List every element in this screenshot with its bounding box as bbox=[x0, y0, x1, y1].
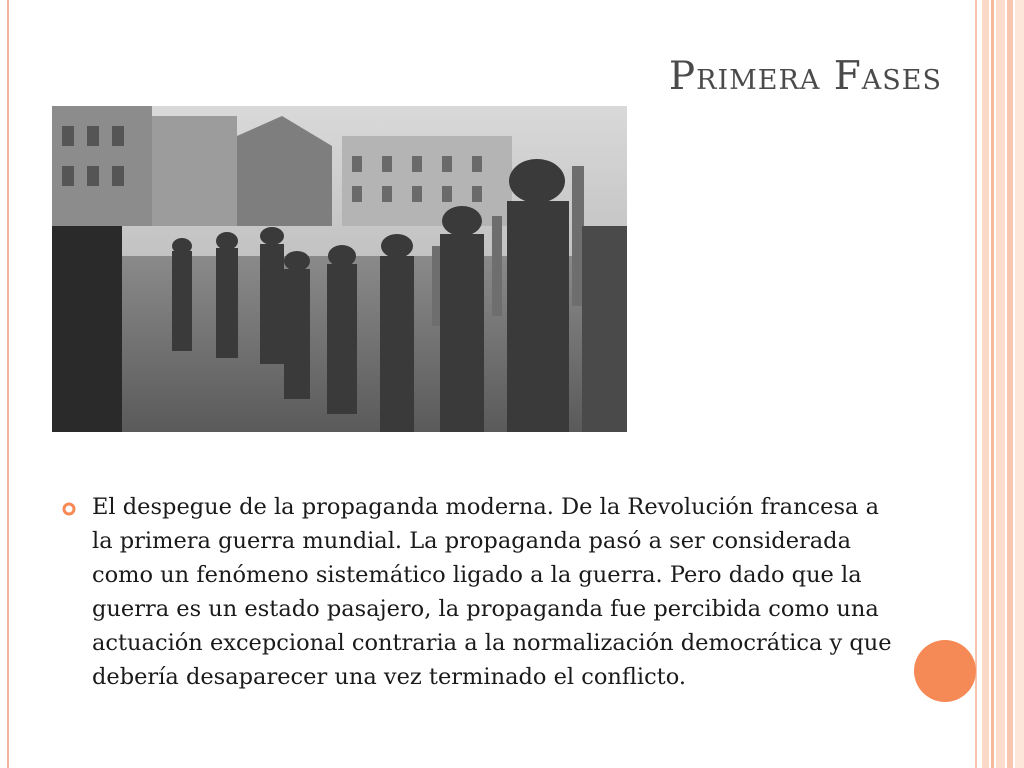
right-stripe bbox=[1015, 0, 1024, 768]
historical-photo bbox=[52, 106, 627, 432]
right-stripe bbox=[1007, 0, 1013, 768]
decorative-orange-circle bbox=[914, 640, 976, 702]
left-border-line bbox=[7, 0, 9, 768]
orange-ring-bullet-icon bbox=[62, 502, 76, 516]
right-stripe bbox=[975, 0, 977, 768]
right-stripe bbox=[991, 0, 994, 768]
slide-title: Primera Fases bbox=[668, 54, 942, 99]
bullet-text: El despegue de la propaganda moderna. De la Revolución francesa a la primera guerra mundial. La propaganda pasó a ser considerada como un fenómeno sistemático ligado a la guerra. Pero dado que la guerra es un estado pasajero, la propaganda fue percibida como una actuación excepcional contraria a la normalización democrática y que debería desaparecer una vez terminado el conflicto. bbox=[92, 494, 892, 690]
right-stripe bbox=[996, 0, 1005, 768]
right-stripe bbox=[982, 0, 989, 768]
